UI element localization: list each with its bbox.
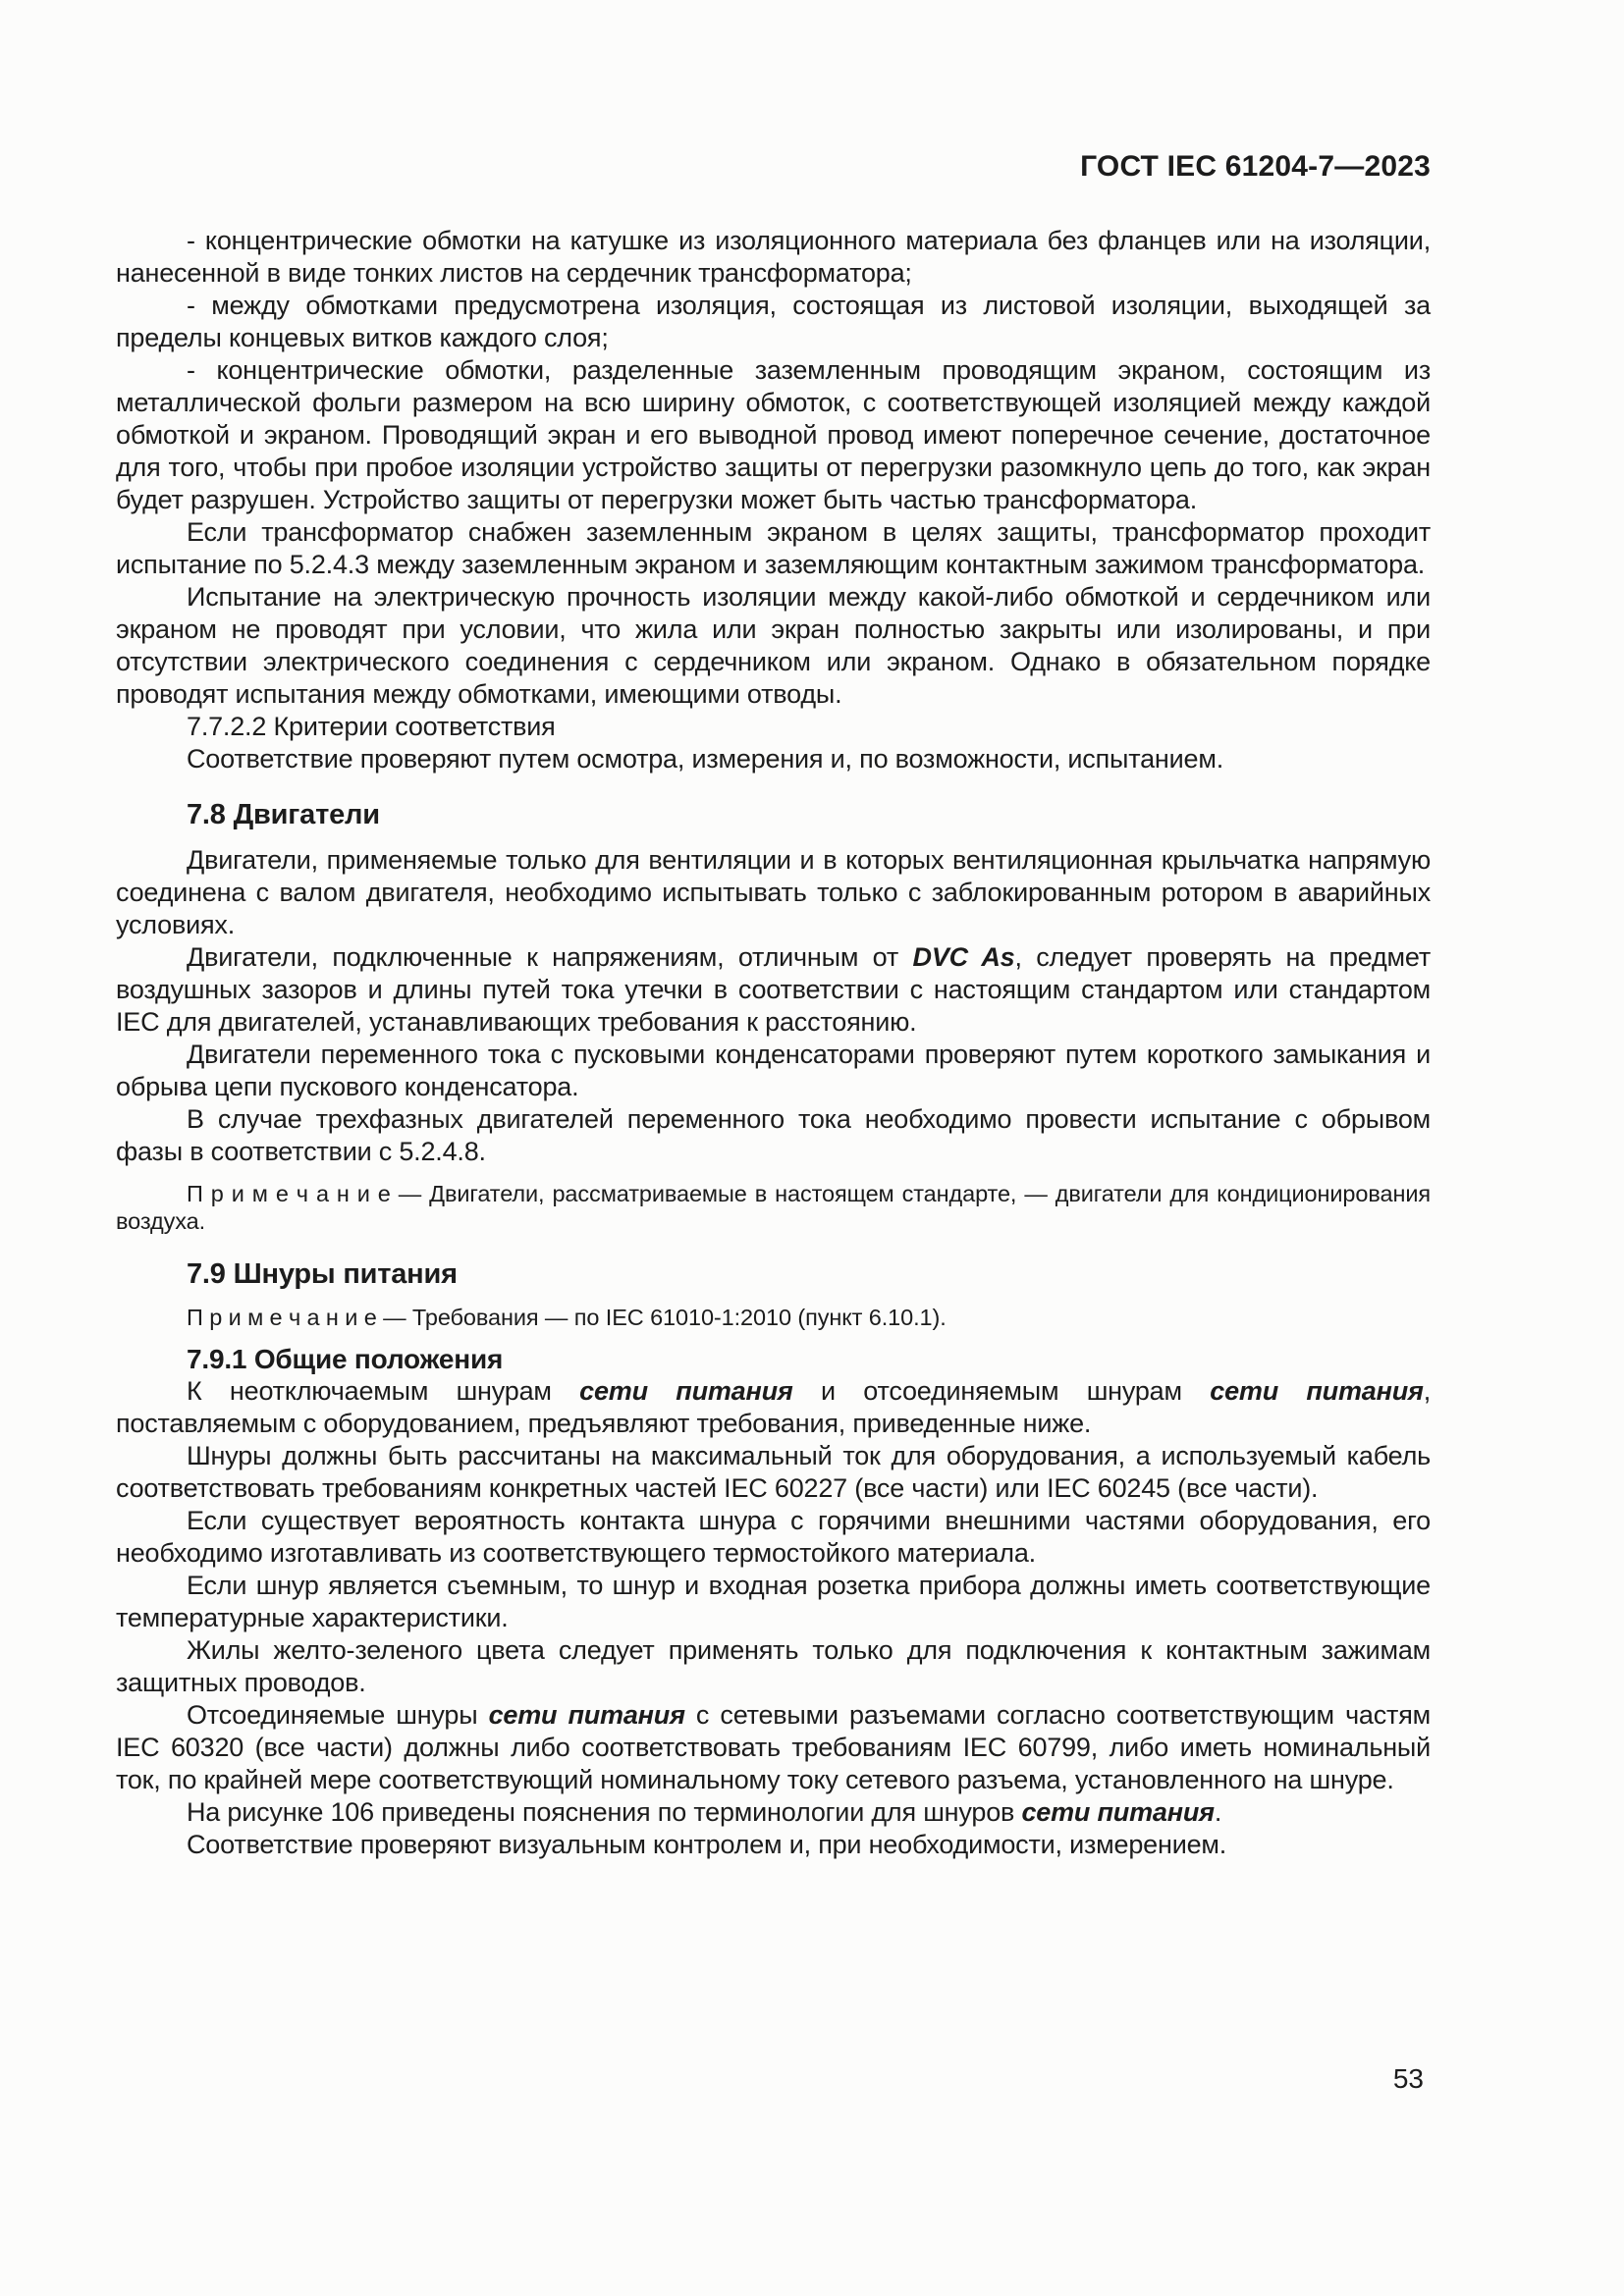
paragraph: Двигатели, подключенные к напряжениям, отличным от DVC As, следует проверять на предмет воздушных зазоров и длины путей тока утечки в соответствии с настоящим стандартом или стандартом IEC для двигателей, устанавливающих требования к расстоянию. (116, 942, 1432, 1037)
paragraph: На рисунке 106 приведены пояснения по терминологии для шнуров сети питания. (187, 1797, 1222, 1827)
emphasized-term: сети питания (1021, 1797, 1215, 1827)
paragraph: Соответствие проверяют визуальным контролем и, при необходимости, измерением. (187, 1830, 1227, 1859)
page-number: 53 (1392, 2063, 1424, 2094)
emphasized-term: сети питания (579, 1376, 793, 1406)
paragraph: Отсоединяемые шнуры сети питания с сетевыми разъемами согласно соответствующим частям IEC 60320 (все части) должны либо соответствовать требованиям IEC 60799, либо иметь номинальный ток, по крайней мере соответствующий номинальному току сетевого разъема, установленного на шнуре. (116, 1700, 1431, 1794)
paragraph: Если трансформатор снабжен заземленным экраном в целях защиты, трансформатор проходит испытание по 5.2.4.3 между заземленным экраном и заземляющим контактным зажимом трансформатора. (116, 517, 1431, 579)
paragraph: Жилы желто-зеленого цвета следует применять только для подключения к контактным зажимам защитных проводов. (116, 1635, 1431, 1697)
emphasized-term: сети питания (488, 1700, 685, 1730)
note: П р и м е ч а н и е — Требования — по IEC 61010-1:2010 (пункт 6.10.1). (187, 1305, 947, 1330)
paragraph: В случае трехфазных двигателей переменного тока необходимо провести испытание с обрывом фазы в соответствии с 5.2.4.8. (116, 1104, 1431, 1166)
paragraph: Если шнур является съемным, то шнур и входная розетка прибора должны иметь соответствующие температурные характеристики. (116, 1571, 1431, 1632)
document-body (116, 225, 1431, 1861)
subsection-heading: 7.9.1 Общие положения (187, 1344, 504, 1374)
paragraph: Если существует вероятность контакта шнура с горячими внешними частями оборудования, его необходимо изготавливать из соответствующего термостойкого материала. (116, 1506, 1431, 1568)
clause-heading: 7.7.2.2 Критерии соответствия (187, 712, 556, 741)
emphasized-term: сети питания (1210, 1376, 1424, 1406)
emphasized-term: DVC As (912, 942, 1015, 972)
paragraph: Шнуры должны быть рассчитаны на максимальный ток для оборудования, а используемый кабель соответствовать требованиям конкретных частей IEC 60227 (все части) или IEC 60245 (все части). (116, 1441, 1431, 1503)
list-item: - концентрические обмотки на катушке из изоляционного материала без фланцев или на изоляции, нанесенной в виде тонких листов на сердечник трансформатора; (116, 226, 1431, 288)
section-heading: 7.9 Шнуры питания (187, 1258, 458, 1290)
paragraph: Двигатели переменного тока с пусковыми конденсаторами проверяют путем короткого замыкания и обрыва цепи пускового конденсатора. (116, 1040, 1431, 1101)
section-heading: 7.8 Двигатели (187, 799, 380, 830)
paragraph: Двигатели, применяемые только для вентиляции и в которых вентиляционная крыльчатка напрямую соединена с валом двигателя, необходимо испытывать только с заблокированным ротором в аварийных условиях. (116, 845, 1431, 939)
note: П р и м е ч а н и е — Двигатели, рассматриваемые в настоящем стандарте, — двигатели для кондиционирования воздуха. (116, 1181, 1431, 1234)
list-item: - между обмотками предусмотрена изоляция, состоящая из листовой изоляции, выходящей за пределы концевых витков каждого слоя; (116, 291, 1431, 352)
list-item: - концентрические обмотки, разделенные заземленным проводящим экраном, состоящим из металлической фольги размером на всю ширину обмоток, с соответствующей изоляцией между каждой обмоткой и экраном. Проводящий экран и его выводной провод имеют поперечное сечение, достаточное для того, чтобы при пробое изоляции устройство защиты от перегрузки разомкнуло цепь до того, как экран будет разрушен. Устройство защиты от перегрузки может быть частью трансформатора. (116, 355, 1431, 514)
document-code-header: ГОСТ IEC 61204-7—2023 (1080, 150, 1431, 183)
paragraph: Испытание на электрическую прочность изоляции между какой-либо обмоткой и сердечником или экраном не проводят при условии, что жила или экран полностью закрыты или изолированы, и при отсутствии электрического соединения с сердечником или экраном. Однако в обязательном порядке проводят испытания между обмотками, имеющими отводы. (116, 582, 1431, 709)
paragraph: Соответствие проверяют путем осмотра, измерения и, по возможности, испытанием. (187, 744, 1223, 774)
paragraph: К неотключаемым шнурам сети питания и отсоединяемым шнурам сети питания, поставляемым с оборудованием, предъявляют требования, приведенные ниже. (116, 1376, 1432, 1438)
